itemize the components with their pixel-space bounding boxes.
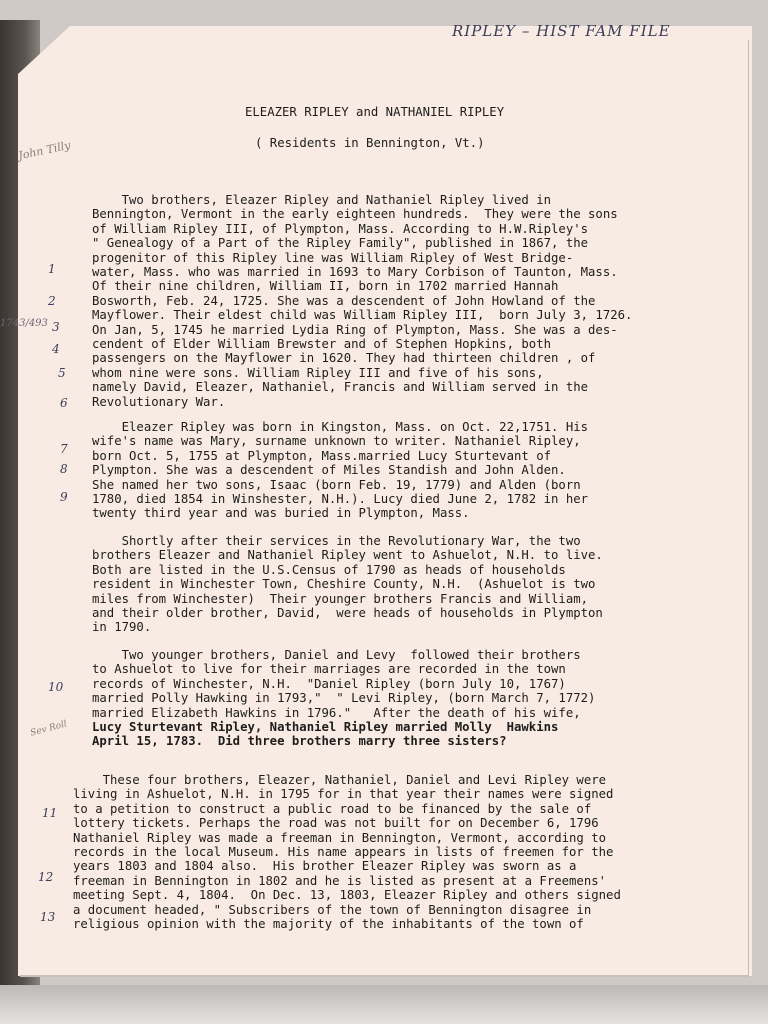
text-line: of William Ripley III, of Plympton, Mass. According to H.W.Ripley's: [92, 221, 589, 236]
text-line: married Polly Hawking in 1793," " Levi Ripley, (born March 7, 1772): [92, 691, 596, 706]
text-line: meeting Sept. 4, 1804. On Dec. 13, 1803, Eleazer Ripley and others signed: [73, 888, 621, 903]
text-line: progenitor of this Ripley line was William Ripley of West Bridge-: [92, 250, 574, 265]
paragraph-eleazer-nathaniel: [92, 420, 588, 521]
text-line: Bosworth, Feb. 24, 1725. She was a descendent of John Howland of the: [92, 293, 596, 308]
text-line: 1780, died 1854 in Winshester, N.H.). Lucy died June 2, 1782 in her: [92, 492, 589, 507]
text-line: years 1803 and 1804 also. His brother Eleazer Ripley was sworn as a: [73, 859, 577, 874]
text-line: Two brothers, Eleazer Ripley and Nathaniel Ripley lived in: [92, 193, 552, 207]
margin-number: 10: [48, 680, 64, 694]
margin-number: 5: [58, 366, 66, 380]
margin-number: 2: [48, 294, 56, 308]
margin-number: 8: [60, 462, 68, 476]
text-line: She named her two sons, Isaac (born Feb. 19, 1779) and Alden (born: [92, 477, 581, 492]
margin-number: 11: [42, 806, 58, 820]
text-line: water, Mass. who was married in 1693 to Mary Corbison of Taunton, Mass.: [92, 265, 618, 280]
handwritten-margin-ref: 1743/493: [0, 318, 48, 329]
text-line: " Genealogy of a Part of the Ripley Family", published in 1867, the: [92, 236, 589, 251]
text-line: born Oct. 5, 1755 at Plympton, Mass.married Lucy Sturtevant of: [92, 448, 552, 463]
margin-number: 3: [52, 320, 60, 334]
text-line: Both are listed in the U.S.Census of 1790 as heads of households: [92, 562, 566, 577]
text-line: records in the local Museum. His name appears in lists of freemen for the: [73, 845, 614, 860]
text-line: These four brothers, Eleazer, Nathaniel, Daniel and Levi Ripley were: [73, 773, 607, 787]
margin-number: 12: [38, 870, 54, 884]
text-line: namely David, Eleazer, Nathaniel, Francis and William served in the: [92, 380, 589, 395]
text-line: married Elizabeth Hawkins in 1796." After the death of his wife,: [92, 705, 581, 720]
text-line: Bennington, Vermont in the early eighteen hundreds. They were the sons: [92, 207, 618, 222]
text-line: cendent of Elder William Brewster and of Stephen Hopkins, both: [92, 337, 552, 352]
text-line: religious opinion with the majority of the inhabitants of the town of: [73, 917, 584, 932]
text-line: brothers Eleazer and Nathaniel Ripley went to Ashuelot, N.H. to live.: [92, 548, 603, 563]
text-line: April 15, 1783. Did three brothers marry three sisters?: [92, 734, 507, 749]
paragraph-genealogy: [92, 193, 632, 409]
text-line: Lucy Sturtevant Ripley, Nathaniel Ripley married Molly Hawkins: [92, 720, 559, 735]
text-line: miles from Winchester) Their younger brothers Francis and William,: [92, 591, 589, 606]
text-line: Nathaniel Ripley was made a freeman in Bennington, Vermont, according to: [73, 830, 607, 845]
text-line: resident in Winchester Town, Cheshire County, N.H. (Ashuelot is two: [92, 577, 596, 592]
handwritten-margin-code: Sev Roll: [29, 719, 69, 739]
text-line: to a petition to construct a public road to be financed by the sale of: [73, 801, 592, 816]
text-line: records of Winchester, N.H. "Daniel Ripley (born July 10, 1767): [92, 676, 566, 691]
document-title: ELEAZER RIPLEY and NATHANIEL RIPLEY: [245, 105, 505, 119]
text-line: in 1790.: [92, 620, 152, 635]
text-line: Of their nine children, William II, born in 1702 married Hannah: [92, 279, 559, 294]
margin-number: 13: [40, 910, 56, 924]
margin-number: 9: [60, 490, 68, 504]
margin-number: 4: [52, 342, 60, 356]
margin-number: 7: [60, 442, 68, 456]
text-line: twenty third year and was buried in Plympton, Mass.: [92, 506, 470, 521]
text-line: Revolutionary War.: [92, 394, 226, 409]
text-line: Shortly after their services in the Revolutionary War, the two: [92, 534, 581, 548]
text-line: lottery tickets. Perhaps the road was not built for on December 6, 1796: [73, 816, 599, 831]
text-line: passengers on the Mayflower in 1620. They had thirteen children , of: [92, 351, 596, 366]
document-subtitle: ( Residents in Bennington, Vt.): [255, 136, 485, 150]
margin-number: 1: [48, 262, 56, 276]
paragraph-ashuelot: [92, 534, 603, 635]
text-line: Eleazer Ripley was born in Kingston, Mass. on Oct. 22,1751. His: [92, 420, 589, 434]
text-line: whom nine were sons. William Ripley III and five of his sons,: [92, 365, 544, 380]
paragraph-younger-brothers: [92, 648, 595, 749]
text-line: Two younger brothers, Daniel and Levy followed their brothers: [92, 648, 581, 662]
text-line: freeman in Bennington in 1802 and he is listed as present at a Freemens': [73, 873, 607, 888]
text-line: and their older brother, David, were heads of households in Plympton: [92, 606, 603, 621]
text-line: to Ashuelot to live for their marriages are recorded in the town: [92, 662, 566, 677]
handwritten-margin-name: John Tilly: [17, 138, 72, 163]
handwritten-file-note: RIPLEY – HIST FAM FILE: [452, 22, 671, 40]
text-line: Mayflower. Their eldest child was William Ripley III, born July 3, 1726.: [92, 308, 633, 323]
margin-number: 6: [60, 396, 68, 410]
text-line: Plympton. She was a descendent of Miles Standish and John Alden.: [92, 463, 566, 478]
text-line: a document headed, " Subscribers of the town of Bennington disagree in: [73, 902, 592, 917]
text-line: On Jan, 5, 1745 he married Lydia Ring of Plympton, Mass. She was a des-: [92, 322, 618, 337]
text-line: living in Ashuelot, N.H. in 1795 for in that year their names were signed: [73, 787, 614, 802]
paragraph-four-brothers: [73, 773, 621, 931]
text-line: wife's name was Mary, surname unknown to writer. Nathaniel Ripley,: [92, 434, 581, 449]
